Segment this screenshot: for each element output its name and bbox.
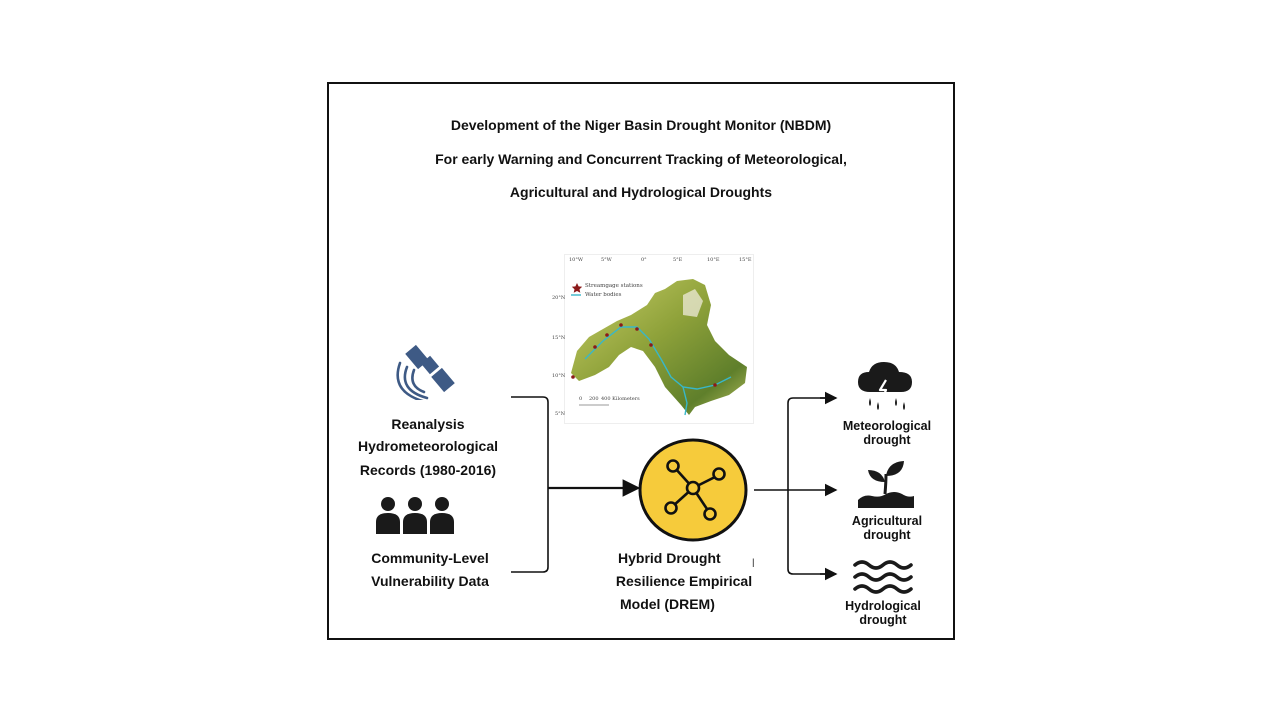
network-hub-icon xyxy=(637,438,749,542)
title-line-3: Agricultural and Hydrological Droughts xyxy=(509,184,773,200)
reanalysis-label-1: Reanalysis xyxy=(391,416,465,432)
map-legend-water: Water bodies xyxy=(585,292,622,298)
map-lon-tick: 0° xyxy=(641,257,647,263)
meteorological-label-1: Meteorological xyxy=(842,419,932,433)
output-bracket xyxy=(788,398,835,574)
sprout-icon xyxy=(856,458,916,510)
map-lon-tick: 5°W xyxy=(601,257,612,263)
map-lon-tick: 15°E xyxy=(739,257,752,263)
community-label-1: Community-Level xyxy=(371,550,489,566)
model-label-1: Hybrid Drought xyxy=(618,550,721,566)
map-scale: 400 Kilometers xyxy=(601,396,640,402)
map-lon-tick: 10°E xyxy=(707,257,720,263)
model-label-3: Model (DREM) xyxy=(620,596,715,612)
station-marker-icon xyxy=(572,283,582,293)
agricultural-label-2: drought xyxy=(863,528,911,542)
reanalysis-label-3: Records (1980-2016) xyxy=(359,462,497,478)
community-label-2: Vulnerability Data xyxy=(371,573,489,589)
storm-cloud-icon xyxy=(856,360,916,414)
niger-basin-map xyxy=(552,255,753,423)
map-lon-tick: 10°W xyxy=(569,257,584,263)
waves-icon xyxy=(852,558,916,596)
map-lon-tick: 5°E xyxy=(673,257,683,263)
map-lat-tick: 10°N xyxy=(552,373,566,379)
map-lat-tick: 5°N xyxy=(555,411,566,417)
stray-mark: l xyxy=(752,556,755,570)
map-lat-tick: 20°N xyxy=(552,295,566,301)
map-lat-tick: 15°N xyxy=(552,335,566,341)
input-bracket xyxy=(511,397,548,572)
meteorological-label-2: drought xyxy=(863,433,911,447)
map-scale: 0 xyxy=(579,396,583,402)
model-label-2: Resilience Empirical xyxy=(615,573,753,589)
people-icon xyxy=(376,496,456,536)
map-legend-stations: Streamgage stations xyxy=(585,283,643,289)
satellite-icon xyxy=(392,340,466,400)
title-line-1: Development of the Niger Basin Drought Monitor (NBDM) xyxy=(450,117,832,133)
reanalysis-label-2: Hydrometeorological xyxy=(357,438,499,454)
agricultural-label-1: Agricultural xyxy=(851,514,923,528)
map-scale: 200 xyxy=(589,396,599,402)
title-line-2: For early Warning and Concurrent Tracking of Meteorological, xyxy=(435,151,847,167)
hydrological-label-2: drought xyxy=(859,613,907,627)
hydrological-label-1: Hydrological xyxy=(845,599,921,613)
